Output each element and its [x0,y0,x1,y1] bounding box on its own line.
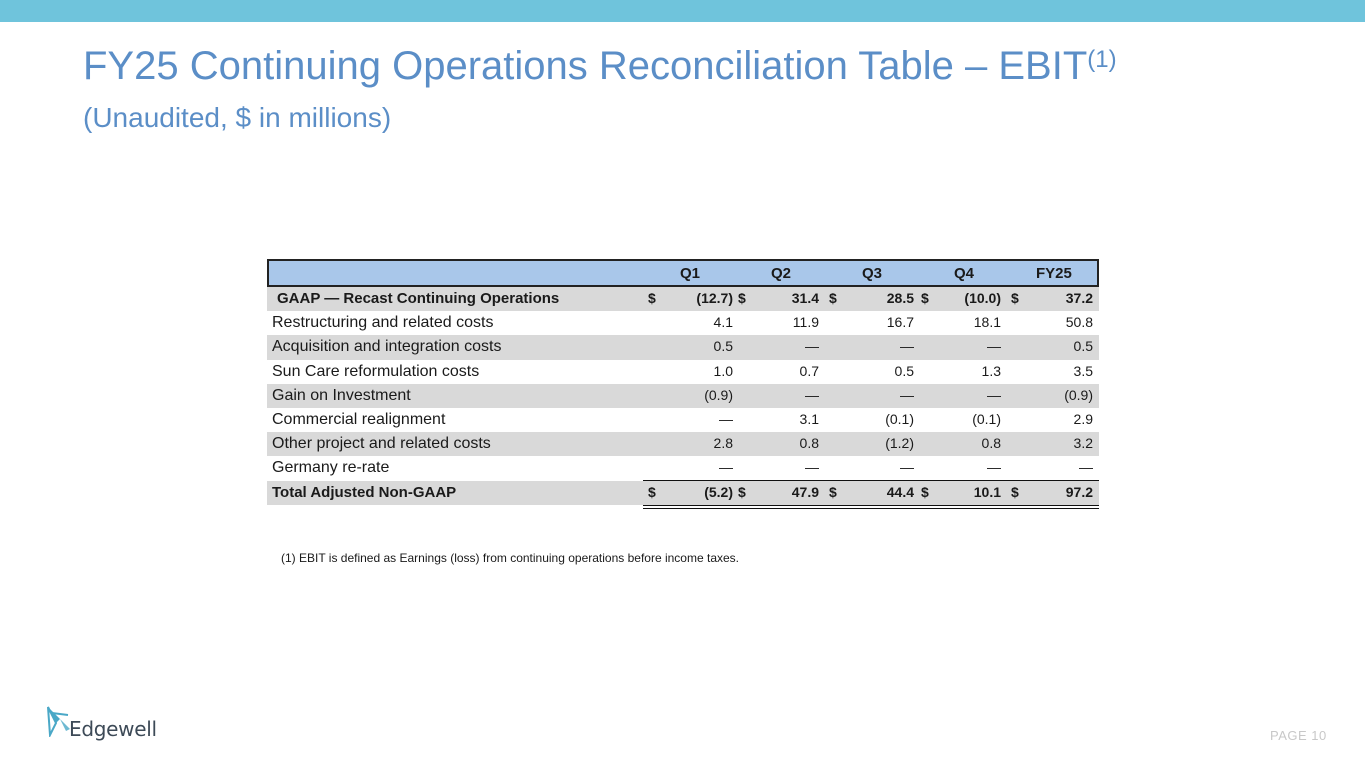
table-row-gain-on-investment [267,384,1099,408]
value-q4: 18.1 [973,314,1001,331]
value-q2: — [805,386,819,403]
page-title-text: FY25 Continuing Operations Reconciliation Table – EBIT [83,44,1088,88]
currency-symbol: $ [829,290,837,306]
table-row-acquisition [267,335,1099,359]
table-row-germany-re-rate [267,456,1099,480]
value-q3: — [900,386,914,403]
value-q2: 0.8 [799,435,819,452]
footnote: (1) EBIT is defined as Earnings (loss) from continuing operations before income taxes. [281,551,740,565]
brand-name: Edgewell [69,717,157,741]
value-fy25: (0.9) [1064,386,1093,403]
value-q1: (5.2) [704,483,733,500]
page-subtitle: (Unaudited, $ in millions) [83,102,392,133]
value-fy25: 3.2 [1073,435,1093,452]
table-row-total [267,481,1099,505]
value-fy25: 0.5 [1073,338,1093,355]
value-fy25: 37.2 [1065,290,1093,306]
row-label: Other project and related costs [272,435,491,453]
edgewell-logo [46,705,157,741]
page-number: PAGE 10 [1270,728,1327,743]
value-q1: 0.5 [713,338,733,355]
value-q3: 28.5 [886,290,914,306]
table-row-gaap [267,287,1099,311]
value-q4: (10.0) [964,290,1001,306]
row-label: Sun Care reformulation costs [272,362,480,380]
column-header-q1: Q1 [680,265,701,282]
value-q3: — [900,459,914,476]
value-q4: 0.8 [981,435,1001,452]
currency-symbol: $ [1011,290,1019,306]
column-header-q3: Q3 [862,265,883,282]
value-q4: — [987,386,1001,403]
column-header-q4: Q4 [954,265,975,282]
value-q2: 3.1 [799,410,819,427]
value-q4: — [987,338,1001,355]
value-q1: 2.8 [713,435,733,452]
currency-symbol: $ [829,483,837,500]
value-fy25: 50.8 [1065,314,1093,331]
value-q1: — [719,410,733,427]
currency-symbol: $ [1011,483,1019,500]
value-q4: (0.1) [972,410,1001,427]
column-header-q2: Q2 [771,265,792,282]
value-q2: — [805,459,819,476]
value-q3: (1.2) [885,435,914,452]
value-q2: 11.9 [792,314,819,331]
currency-symbol: $ [738,483,746,500]
currency-symbol: $ [648,483,656,500]
value-fy25: 3.5 [1073,362,1093,379]
value-q1: 1.0 [713,362,733,379]
row-label: Gain on Investment [272,386,411,404]
value-q4: 10.1 [973,483,1001,500]
value-q1: — [719,459,733,476]
value-q3: 44.4 [886,483,914,500]
value-q3: 0.5 [894,362,914,379]
currency-symbol: $ [738,290,746,306]
page-title [83,40,1117,92]
table-row-sun-care [267,360,1099,384]
value-fy25: 97.2 [1065,483,1093,500]
table-row-other-project [267,432,1099,456]
value-q4: — [987,459,1001,476]
row-label: Total Adjusted Non-GAAP [272,483,457,501]
table-header-row [267,259,1099,287]
table-row-restructuring [267,311,1099,335]
column-header-fy25: FY25 [1036,265,1072,282]
value-q3: 16.7 [886,314,914,331]
value-q4: 1.3 [981,362,1001,379]
row-label: Acquisition and integration costs [272,338,502,356]
value-q1: 4.1 [713,314,733,331]
row-label: GAAP — Recast Continuing Operations [277,290,560,307]
row-label: Germany re-rate [272,459,390,477]
value-q2: — [805,338,819,355]
value-q2: 0.7 [799,362,819,379]
value-q3: (0.1) [885,410,914,427]
title-footnote-ref: (1) [1087,46,1117,73]
value-fy25: — [1079,459,1093,476]
currency-symbol: $ [648,290,656,306]
value-q1: (12.7) [696,290,733,306]
row-label: Restructuring and related costs [272,314,494,332]
currency-symbol: $ [921,290,929,306]
top-accent-bar [0,0,1365,22]
row-label: Commercial realignment [272,410,446,428]
value-fy25: 2.9 [1073,410,1093,427]
currency-symbol: $ [921,483,929,500]
reconciliation-table [267,259,1099,505]
total-double-rule [643,505,1099,509]
value-q2: 47.9 [791,483,819,500]
value-q1: (0.9) [704,386,733,403]
value-q2: 31.4 [791,290,819,306]
value-q3: — [900,338,914,355]
table-row-commercial-realignment [267,408,1099,432]
